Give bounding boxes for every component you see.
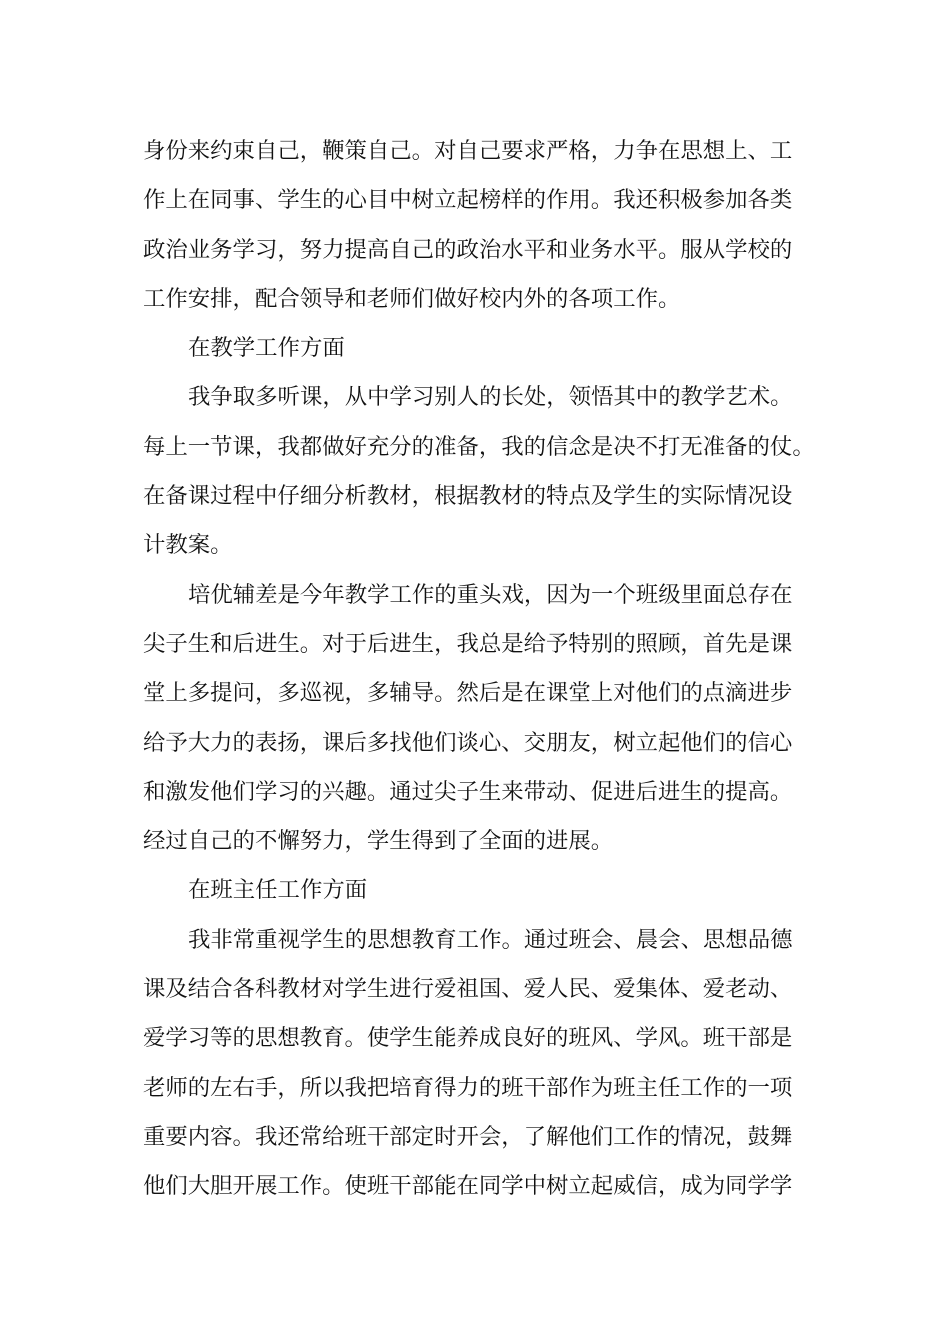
text-line: 重要内容。我还常给班干部定时开会，了解他们工作的情况，鼓舞 [143, 1123, 793, 1150]
text-line: 和激发他们学习的兴趣。通过尖子生来带动、促进后进生的提高。 [143, 778, 793, 805]
text-line: 计教案。 [143, 532, 233, 559]
section-heading-class-teacher: 在班主任工作方面 [188, 877, 368, 904]
text-line: 政治业务学习，努力提高自己的政治水平和业务水平。服从学校的 [143, 236, 793, 263]
text-line: 爱学习等的思想教育。使学生能养成良好的班风、学风。班干部是 [143, 1025, 793, 1052]
text-line: 课及结合各科教材对学生进行爱祖国、爱人民、爱集体、爱老动、 [143, 976, 793, 1003]
text-line: 堂上多提问，多巡视，多辅导。然后是在课堂上对他们的点滴进步 [143, 680, 793, 707]
text-line: 我非常重视学生的思想教育工作。通过班会、晨会、思想品德 [188, 926, 793, 953]
text-line: 在备课过程中仔细分析教材，根据教材的特点及学生的实际情况设 [143, 483, 793, 510]
text-line: 培优辅差是今年教学工作的重头戏，因为一个班级里面总存在 [188, 581, 793, 608]
document-body [143, 127, 813, 1212]
text-line: 我争取多听课，从中学习别人的长处，领悟其中的教学艺术。 [188, 384, 793, 411]
text-line: 尖子生和后进生。对于后进生，我总是给予特别的照顾，首先是课 [143, 630, 793, 657]
text-line: 每上一节课，我都做好充分的准备，我的信念是决不打无准备的仗。 [143, 433, 815, 460]
text-line: 给予大力的表扬，课后多找他们谈心、交朋友，树立起他们的信心 [143, 729, 793, 756]
section-heading-teaching: 在教学工作方面 [188, 335, 345, 362]
text-line: 老师的左右手，所以我把培育得力的班干部作为班主任工作的一项 [143, 1074, 793, 1101]
text-line: 他们大胆开展工作。使班干部能在同学中树立起威信，成为同学学 [143, 1173, 793, 1200]
text-line: 作上在同事、学生的心目中树立起榜样的作用。我还积极参加各类 [143, 187, 793, 214]
text-line: 身份来约束自己，鞭策自己。对自己要求严格，力争在思想上、工 [143, 138, 793, 164]
text-line: 工作安排，配合领导和老师们做好校内外的各项工作。 [143, 285, 681, 312]
text-line: 经过自己的不懈努力，学生得到了全面的进展。 [143, 828, 614, 855]
